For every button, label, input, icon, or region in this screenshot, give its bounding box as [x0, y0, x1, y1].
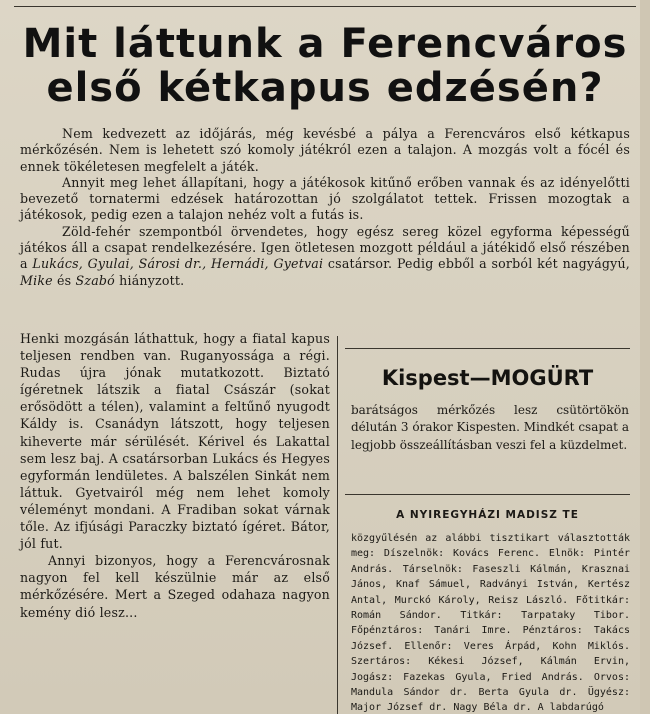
article-headline [0, 22, 650, 110]
paragraph-3-name-mike: Mike [20, 272, 53, 288]
box-bottom-rule [345, 494, 630, 495]
paragraph-1 [20, 126, 630, 175]
paragraph-3-names: Lukács, Gyulai, Sárosi dr., Hernádi, Gyetvai [32, 256, 324, 272]
box-top-rule [345, 348, 630, 349]
paragraph-3-text-b: csatársor. Pedig ebből a sorból két nagyágyú, [323, 256, 630, 272]
paragraph-2-text: Annyit meg lehet állapítani, hogy a játékosok kitűnő erőben vannak és az idényelőtti bevezető tornatermi edzések határozottan jó szolgálatot tettek. Frissen mozogtak a játékosok, pedig ezen a talajon nehéz volt a futás is. [20, 174, 630, 223]
madisz-section-text: közgyűlésén az alábbi tisztikart választották meg: Díszelnök: Kovács Ferenc. Elnök: Pintér András. Társelnök: Faseszli Kálmán, Krasznai János, Knaf Sámuel, Radványi István, Kertész Antal, Murckó Károly, Reisz László. Főtitkár: Román Sándor. Titkár: Tarpataky Tibor. Főpénztáros: Tanári Imre. Pénztáros: Takács József. Ellenőr: Veres Árpád, Kohn Miklós. Szertáros: Kékesi József, Kálmán Ervin, Jogász: Fazekas Gyula, Fried András. Orvos: Mandula Sándor dr. Berta Gyula dr. Ügyész: Major József dr. Nagy Béla dr. A labdarúgó [351, 533, 630, 714]
headline-line-2: első kétkapus edzésén? [46, 65, 604, 111]
paragraph-3-name-szabo: Szabó [75, 272, 115, 288]
paragraph-3-text-c: és [52, 272, 76, 288]
paragraph-3-text-d: hiányzott. [114, 272, 185, 288]
paragraph-3-text-a: Zöld-fehér szempontból örvendetes, hogy egész sereg közel egyforma képességű játékos áll a csapat rendelkezésére. Igen ötletesen mozgott például a játékidő első részében a [20, 223, 630, 272]
paragraph-2 [20, 175, 630, 224]
headline-line-1: Mit láttunk a Ferencváros [22, 21, 628, 67]
paragraph-3 [20, 224, 630, 289]
article-intro [20, 126, 630, 289]
top-rule [14, 6, 636, 7]
kispest-box-text: barátságos mérkőzés lesz csütörtökön délután 3 órakor Kispesten. Mindkét csapat a legjobb összeállításban veszi fel a küzdelmet. [351, 403, 629, 452]
column-paragraph-1: Henki mozgásán láthattuk, hogy a fiatal kapus teljesen rendben van. Ruganyossága a régi. Rudas újra jónak mutatkozott. Biztató ígéretnek látszik a fiatal Császár (sokat erősödött a télen), valamint a feltűnő nyugodt Káldy is. Csanádyn látszott, hogy teljesen kiheverte már sérülését. Kérivel és Lakattal sem lesz baj. A csatársorban Lukács és Hegyes egyformán lendületes. A balszélen Sinkát nem láttuk. Gyetvairól még nem lehet komoly véleményt mondani. A Fradiban sokat várnak tőle. Az ifjúsági Paraczky biztató ígéret. Bátor, jól fut. [20, 331, 330, 552]
paragraph-1-text: Nem kedvezett az időjárás, még kevésbé a pálya a Ferencváros első kétkapus mérkőzésén. Nem is lehetett szó komoly játékról ezen a talajon. A mozgás volt a fócél és ennek tökéletesen megfelelt a játék. [20, 126, 630, 174]
column-divider [337, 336, 338, 714]
page-edge [640, 0, 650, 714]
column-paragraph-2: Annyi bizonyos, hogy a Ferencvárosnak nagyon fel kell készülnie már az első mérkőzésére. Mert a Szeged odahaza nagyon kemény dió lesz... [20, 553, 330, 620]
kispest-box-title: Kispest—MOGÜRT [381, 366, 594, 390]
article-left-column [20, 330, 330, 621]
madisz-section-title: A NYIREGYHÁZI MADISZ TE [396, 509, 579, 521]
